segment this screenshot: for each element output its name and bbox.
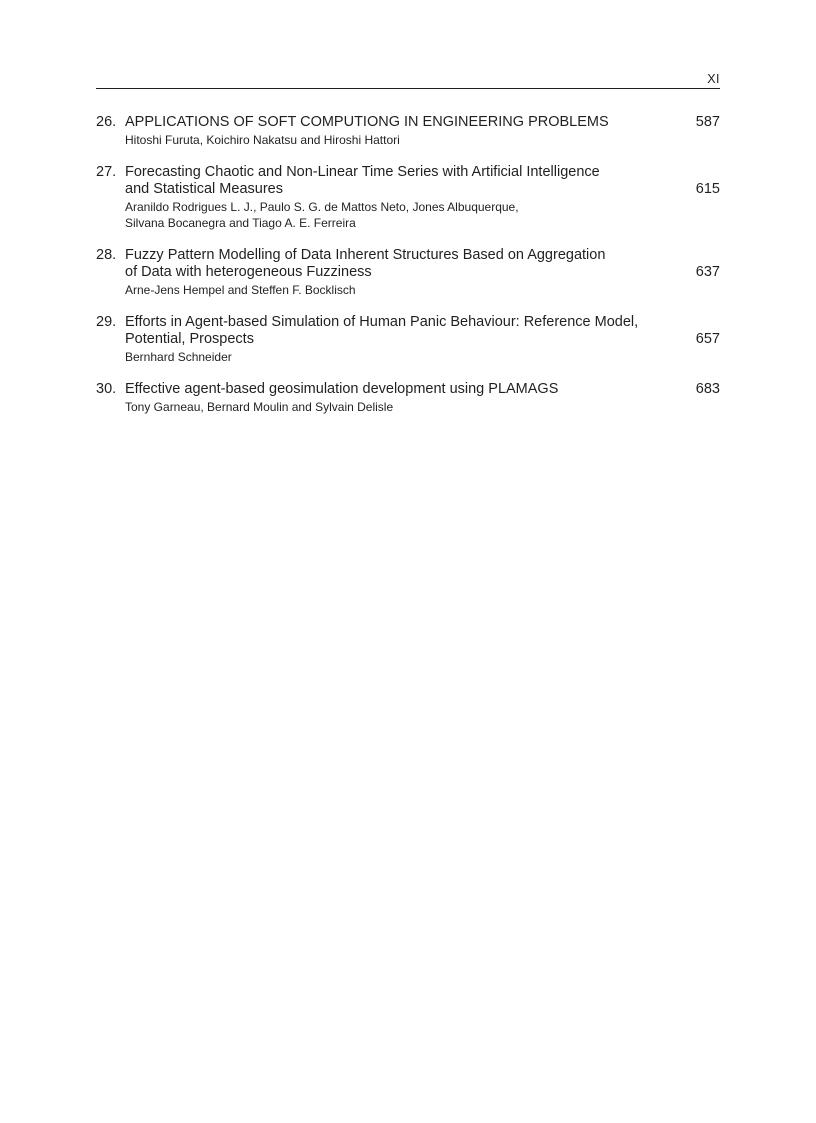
page-number: XI: [707, 72, 720, 86]
table-of-contents: [96, 114, 720, 431]
chapter-page-number[interactable]: 683: [695, 381, 720, 397]
chapter-number: 26.: [96, 114, 117, 130]
chapter-title[interactable]: Forecasting Chaotic and Non-Linear Time Series with Artificial Intelligence and Statistical Measures: [125, 164, 600, 197]
chapter-authors: Aranildo Rodrigues L. J., Paulo S. G. de Mattos Neto, Jones Albuquerque, Silvana Bocanegra and Tiago A. E. Ferreira: [125, 200, 519, 230]
chapter-number: 30.: [96, 381, 117, 397]
toc-entry-30[interactable]: [96, 381, 720, 415]
header-rule: [96, 88, 720, 89]
page-header: [96, 70, 720, 90]
chapter-authors: Hitoshi Furuta, Koichiro Nakatsu and Hiroshi Hattori: [125, 133, 400, 147]
chapter-title[interactable]: Efforts in Agent-based Simulation of Human Panic Behaviour: Reference Model, Potential, Prospects: [125, 314, 639, 347]
chapter-title[interactable]: APPLICATIONS OF SOFT COMPUTIONG IN ENGINEERING PROBLEMS: [125, 114, 609, 130]
chapter-authors: Tony Garneau, Bernard Moulin and Sylvain Delisle: [125, 400, 394, 414]
toc-entry-27[interactable]: [96, 164, 720, 231]
toc-entry-26[interactable]: [96, 114, 720, 148]
chapter-page-number[interactable]: 615: [695, 181, 720, 197]
chapter-title[interactable]: Effective agent-based geosimulation development using PLAMAGS: [125, 381, 559, 397]
chapter-page-number[interactable]: 637: [695, 264, 720, 280]
chapter-number: 28.: [96, 247, 117, 263]
chapter-number: 29.: [96, 314, 117, 330]
chapter-title[interactable]: Fuzzy Pattern Modelling of Data Inherent Structures Based on Aggregation of Data with heterogeneous Fuzziness: [125, 247, 606, 280]
chapter-page-number[interactable]: 657: [695, 331, 720, 347]
document-page: [96, 0, 720, 1123]
toc-entry-29[interactable]: [96, 314, 720, 365]
chapter-number: 27.: [96, 164, 117, 180]
toc-entry-28[interactable]: [96, 247, 720, 298]
chapter-authors: Arne-Jens Hempel and Steffen F. Bocklisch: [125, 283, 356, 297]
chapter-authors: Bernhard Schneider: [125, 350, 232, 364]
chapter-page-number[interactable]: 587: [695, 114, 720, 130]
